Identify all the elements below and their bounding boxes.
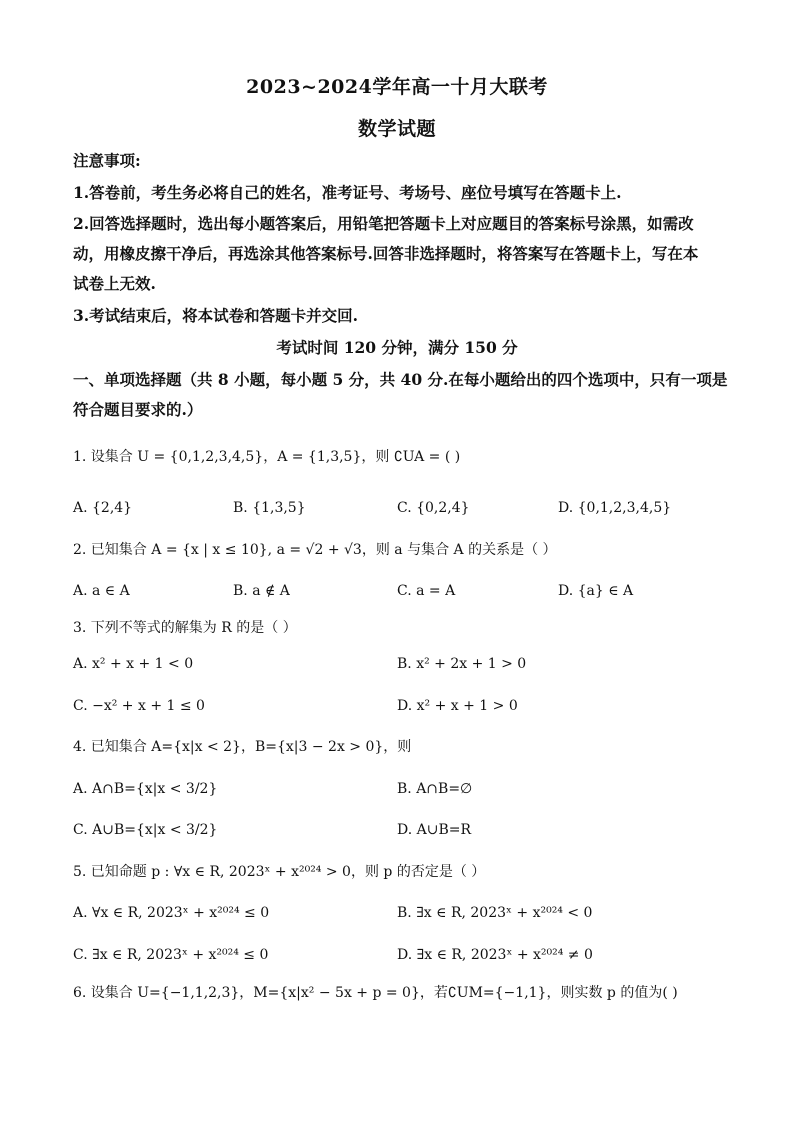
question-2-option-a[interactable]: A. a ∈ A [73, 583, 130, 599]
section-heading-line-2: 符合题目要求的.） [73, 400, 203, 419]
exam-title: 2023~2024学年高一十月大联考 [246, 76, 548, 98]
question-1-option-a[interactable]: A. {2,4} [73, 500, 133, 516]
notes-heading: 注意事项: [73, 151, 141, 170]
question-3-option-c[interactable]: C. −x² + x + 1 ≤ 0 [73, 698, 205, 714]
question-4-option-d[interactable]: D. A∪B=R [397, 822, 472, 838]
question-2-option-b[interactable]: B. a ∉ A [233, 583, 290, 599]
notes-item-2-line-3: 试卷上无效. [73, 274, 156, 293]
question-5-option-d[interactable]: D. ∃x ∈ R, 2023ˣ + x²⁰²⁴ ≠ 0 [397, 947, 593, 963]
question-5-option-a[interactable]: A. ∀x ∈ R, 2023ˣ + x²⁰²⁴ ≤ 0 [73, 905, 270, 921]
question-1-option-b[interactable]: B. {1,3,5} [233, 500, 306, 516]
notes-item-2-line-1: 2.回答选择题时，选出每小题答案后，用铅笔把答题卡上对应题目的答案标号涂黑，如需改 [73, 214, 694, 233]
question-2-stem: 2. 已知集合 A = {x | x ≤ 10}, a = √2 + √3，则 a 与集合 A 的关系是（ ） [73, 542, 557, 558]
notes-item-3: 3.考试结束后，将本试卷和答题卡并交回. [73, 306, 359, 325]
question-4-option-c[interactable]: C. A∪B={x|x < 3/2} [73, 822, 218, 838]
question-2-option-c[interactable]: C. a = A [397, 583, 456, 599]
question-3-option-a[interactable]: A. x² + x + 1 < 0 [73, 656, 194, 672]
question-4-option-b[interactable]: B. A∩B=∅ [397, 781, 473, 797]
exam-info: 考试时间 120 分钟，满分 150 分 [276, 338, 518, 357]
exam-subtitle: 数学试题 [357, 118, 436, 140]
question-1-option-d[interactable]: D. {0,1,2,3,4,5} [558, 500, 672, 516]
notes-item-1: 1.答卷前，考生务必将自己的姓名，准考证号、考场号、座位号填写在答题卡上. [73, 183, 622, 202]
question-5-option-b[interactable]: B. ∃x ∈ R, 2023ˣ + x²⁰²⁴ < 0 [397, 905, 593, 921]
question-3-option-b[interactable]: B. x² + 2x + 1 > 0 [397, 656, 527, 672]
question-3-stem: 3. 下列不等式的解集为 R 的是（ ） [73, 620, 297, 636]
section-heading-line-1: 一、单项选择题（共 8 小题，每小题 5 分，共 40 分.在每小题给出的四个选项中，只有一项是 [73, 370, 728, 389]
question-6-stem: 6. 设集合 U={−1,1,2,3}，M={x|x² − 5x + p = 0}，若∁UM={−1,1}，则实数 p 的值为( ) [73, 985, 678, 1001]
question-1-option-c[interactable]: C. {0,2,4} [397, 500, 470, 516]
question-3-option-d[interactable]: D. x² + x + 1 > 0 [397, 698, 518, 714]
notes-item-2-line-2: 动，用橡皮擦干净后，再选涂其他答案标号.回答非选择题时，将答案写在答题卡上，写在本 [73, 244, 699, 263]
question-4-stem: 4. 已知集合 A={x|x < 2}，B={x|3 − 2x > 0}，则 [73, 739, 412, 755]
question-1-stem: 1. 设集合 U = {0,1,2,3,4,5}，A = {1,3,5}，则 ∁UA = ( ) [73, 449, 461, 465]
question-4-option-a[interactable]: A. A∩B={x|x < 3/2} [73, 781, 218, 797]
question-5-stem: 5. 已知命题 p : ∀x ∈ R, 2023ˣ + x²⁰²⁴ > 0，则 p 的否定是（ ） [73, 864, 486, 880]
question-5-option-c[interactable]: C. ∃x ∈ R, 2023ˣ + x²⁰²⁴ ≤ 0 [73, 947, 269, 963]
question-2-option-d[interactable]: D. {a} ∈ A [558, 583, 634, 599]
